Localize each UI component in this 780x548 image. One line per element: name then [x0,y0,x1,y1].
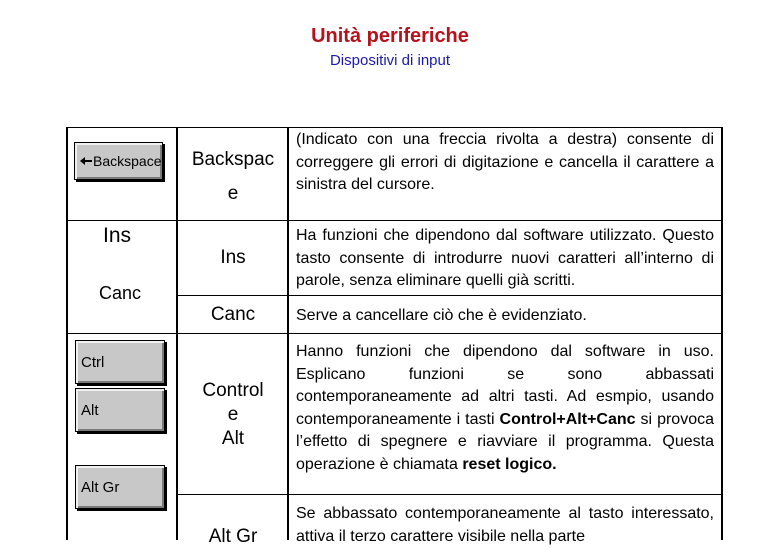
key-name-backspace [178,143,288,211]
page-title: Unità periferiche [311,25,469,47]
key-name-ins: Ins [220,247,246,268]
key-name-line: Control [202,380,264,401]
altgr-key-label: Alt Gr [81,478,120,496]
desc-bold-term: reset logico. [462,455,557,473]
page-subtitle: Dispositivi di input [329,52,451,69]
desc-text: si provoca l’effetto di spegnere e riavviare il programma. Questa operazione è chiamata [296,410,714,473]
desc-ins: Ha funzioni che dipendono dal software utilizzato. Questo tasto consente di introdurre nuovi caratteri all’interno di parole, senza eliminare quelli già scritti. [296,227,714,289]
canc-key-label: Canc [99,283,142,303]
key-name-line: Alt [221,428,245,449]
ctrl-key [75,340,165,384]
left-arrow-icon [79,156,93,166]
table-top-border [67,127,722,128]
row-separator [67,220,177,221]
key-name-altgr: Alt Gr [208,526,258,547]
row-separator [177,220,722,221]
altgr-key [75,465,165,509]
desc-text: Hanno funzioni che dipendono dal software in uso. Esplicano funzioni se sono abbassati contemporaneamente ad altri tasti. Ad esmpio, usando contemporaneamente i tasti [296,343,714,428]
alt-key-label: Alt [81,401,99,419]
key-name-control-alt [178,379,288,451]
alt-key [75,388,165,432]
key-name-line: Backspac [191,149,275,170]
desc-bold-combo: Control+Alt+Canc [499,410,636,428]
row-separator [177,333,722,334]
row-separator [67,333,177,334]
desc-control-alt [296,341,714,476]
key-name-canc: Canc [210,304,256,325]
key-name-line: e [227,183,239,204]
backspace-key-label: Backspace [93,153,162,169]
ins-key-label: Ins [103,224,132,247]
desc-canc: Serve a cancellare ciò che è evidenziato. [296,307,587,324]
desc-altgr: Se abbassato contemporaneamente al tasto interessato, attiva il terzo carattere visibile nella parte [296,505,714,545]
row-separator [177,494,722,495]
row-separator [177,295,722,296]
backspace-key [74,142,163,180]
desc-backspace: (Indicato con una freccia rivolta a destra) consente di correggere gli errori di digitazione e cancella il carattere a sinistra del cursore. [296,131,714,193]
ctrl-key-label: Ctrl [81,353,105,371]
key-name-line: e [227,404,239,425]
